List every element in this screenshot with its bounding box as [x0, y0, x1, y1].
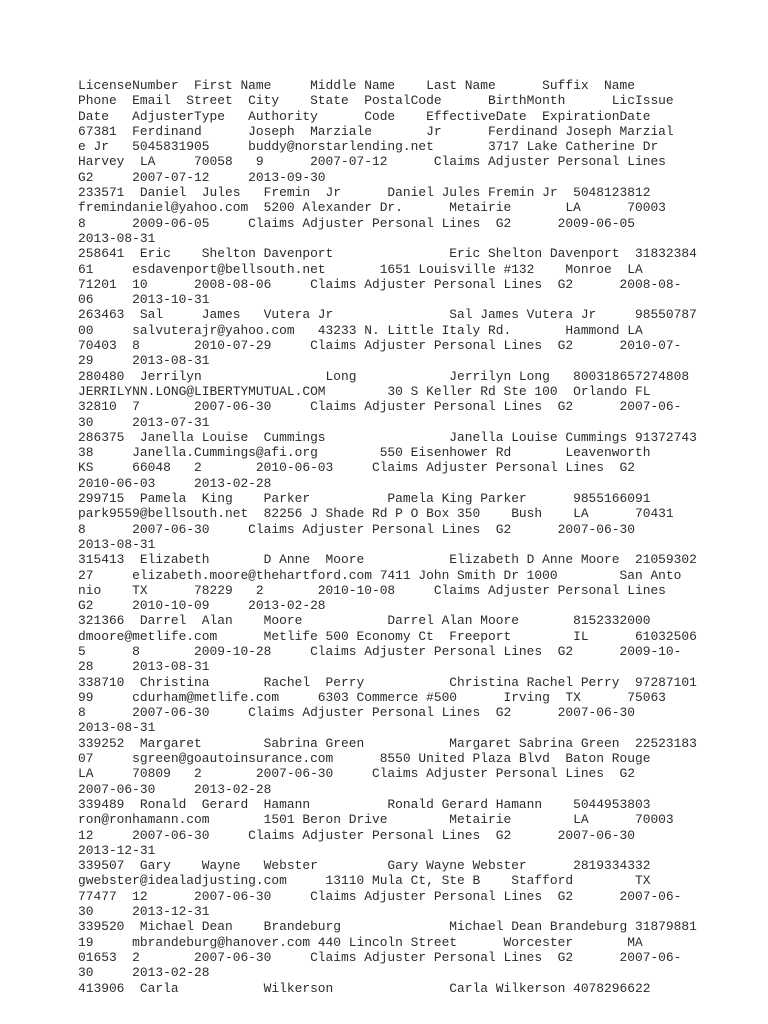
text-line: 280480 Jerrilyn Long Jerrilyn Long 800318657274808	[78, 368, 690, 384]
text-line: 61 esdavenport@bellsouth.net 1651 Louisville #132 Monroe LA	[78, 261, 643, 277]
text-line: 315413 Elizabeth D Anne Moore Elizabeth D Anne Moore 21059302	[78, 552, 697, 568]
text-line: Phone Email Street City State PostalCode BirthMonth LicIssue	[78, 93, 674, 109]
text-line: 258641 Eric Shelton Davenport Eric Shelton Davenport 31832384	[78, 246, 697, 262]
text-line: 07 sgreen@goautoinsurance.com 8550 United Plaza Blvd Baton Rouge	[78, 751, 651, 767]
text-line: ron@ronhamann.com 1501 Beron Drive Metairie LA 70003	[78, 812, 674, 828]
text-line: LA 70809 2 2007-06-30 Claims Adjuster Personal Lines G2	[78, 766, 635, 782]
text-line: Harvey LA 70058 9 2007-07-12 Claims Adjuster Personal Lines	[78, 154, 666, 170]
text-line: 2013-08-31	[78, 230, 156, 246]
text-line: 19 mbrandeburg@hanover.com 440 Lincoln Street Worcester MA	[78, 934, 643, 950]
text-line: 8 2007-06-30 Claims Adjuster Personal Lines G2 2007-06-30	[78, 521, 635, 537]
text-line: G2 2010-10-09 2013-02-28	[78, 598, 326, 614]
text-line: 2013-08-31	[78, 536, 156, 552]
text-line: nio TX 78229 2 2010-10-08 Claims Adjuster Personal Lines	[78, 582, 666, 598]
text-line: JERRILYNN.LONG@LIBERTYMUTUAL.COM 30 S Keller Rd Ste 100 Orlando FL	[78, 383, 651, 399]
text-line: 32810 7 2007-06-30 Claims Adjuster Personal Lines G2 2007-06-	[78, 399, 682, 415]
text-line: 77477 12 2007-06-30 Claims Adjuster Personal Lines G2 2007-06-	[78, 888, 682, 904]
text-line: 00 salvuterajr@yahoo.com 43233 N. Little Italy Rd. Hammond LA	[78, 322, 643, 338]
text-line: park9559@bellsouth.net 82256 J Shade Rd P O Box 350 Bush LA 70431	[78, 506, 674, 522]
text-line: gwebster@idealadjusting.com 13110 Mula Ct, Ste B Stafford TX	[78, 873, 651, 889]
text-line: 71201 10 2008-08-06 Claims Adjuster Personal Lines G2 2008-08-	[78, 276, 682, 292]
license-listing-text	[78, 78, 697, 996]
text-line: 06 2013-10-31	[78, 292, 210, 308]
text-line: 12 2007-06-30 Claims Adjuster Personal Lines G2 2007-06-30	[78, 827, 635, 843]
text-line: 5 8 2009-10-28 Claims Adjuster Personal Lines G2 2009-10-	[78, 643, 682, 659]
text-line: Date AdjusterType Authority Code EffectiveDate ExpirationDate	[78, 108, 651, 124]
text-line: LicenseNumber First Name Middle Name Last Name Suffix Name	[78, 78, 635, 93]
text-line: 338710 Christina Rachel Perry Christina Rachel Perry 97287101	[78, 674, 697, 690]
text-line: 2013-08-31	[78, 720, 156, 736]
text-line: KS 66048 2 2010-06-03 Claims Adjuster Personal Lines G2	[78, 460, 635, 476]
text-line: 339520 Michael Dean Brandeburg Michael Dean Brandeburg 31879881	[78, 919, 697, 935]
text-line: 30 2013-07-31	[78, 414, 210, 430]
text-line: 30 2013-12-31	[78, 904, 210, 920]
text-line: 339252 Margaret Sabrina Green Margaret Sabrina Green 22523183	[78, 735, 697, 751]
text-line: 8 2009-06-05 Claims Adjuster Personal Lines G2 2009-06-05	[78, 215, 635, 231]
text-line: fremindaniel@yahoo.com 5200 Alexander Dr. Metairie LA 70003	[78, 200, 666, 216]
text-line: 299715 Pamela King Parker Pamela King Parker 9855166091	[78, 491, 651, 507]
text-line: 28 2013-08-31	[78, 659, 210, 675]
text-line: 8 2007-06-30 Claims Adjuster Personal Lines G2 2007-06-30	[78, 705, 635, 721]
text-line: 29 2013-08-31	[78, 353, 210, 369]
text-line: 2013-12-31	[78, 842, 156, 858]
text-line: 2007-06-30 2013-02-28	[78, 781, 272, 797]
text-line: G2 2007-07-12 2013-09-30	[78, 169, 326, 185]
text-line: 413906 Carla Wilkerson Carla Wilkerson 4078296622	[78, 980, 651, 996]
text-line: 99 cdurham@metlife.com 6303 Commerce #500 Irving TX 75063	[78, 689, 666, 705]
text-line: 339507 Gary Wayne Webster Gary Wayne Webster 2819334332	[78, 858, 651, 874]
text-line: 339489 Ronald Gerard Hamann Ronald Gerard Hamann 5044953803	[78, 796, 651, 812]
text-line: 321366 Darrel Alan Moore Darrel Alan Moore 8152332000	[78, 613, 651, 629]
text-line: e Jr 5045831905 buddy@norstarlending.net 3717 Lake Catherine Dr	[78, 139, 659, 155]
text-line: 70403 8 2010-07-29 Claims Adjuster Personal Lines G2 2010-07-	[78, 338, 682, 354]
text-line: 27 elizabeth.moore@thehartford.com 7411 John Smith Dr 1000 San Anto	[78, 567, 682, 583]
text-line: 30 2013-02-28	[78, 965, 210, 981]
text-line: 233571 Daniel Jules Fremin Jr Daniel Jules Fremin Jr 5048123812	[78, 185, 651, 201]
text-line: 2010-06-03 2013-02-28	[78, 475, 272, 491]
text-line: dmoore@metlife.com Metlife 500 Economy Ct Freeport IL 61032506	[78, 628, 697, 644]
text-line: 38 Janella.Cummings@afi.org 550 Eisenhower Rd Leavenworth	[78, 445, 651, 461]
text-line: 01653 2 2007-06-30 Claims Adjuster Personal Lines G2 2007-06-	[78, 949, 682, 965]
text-line: 286375 Janella Louise Cummings Janella Louise Cummings 91372743	[78, 429, 697, 445]
text-line: 263463 Sal James Vutera Jr Sal James Vutera Jr 98550787	[78, 307, 697, 323]
text-line: 67381 Ferdinand Joseph Marziale Jr Ferdinand Joseph Marzial	[78, 123, 674, 139]
